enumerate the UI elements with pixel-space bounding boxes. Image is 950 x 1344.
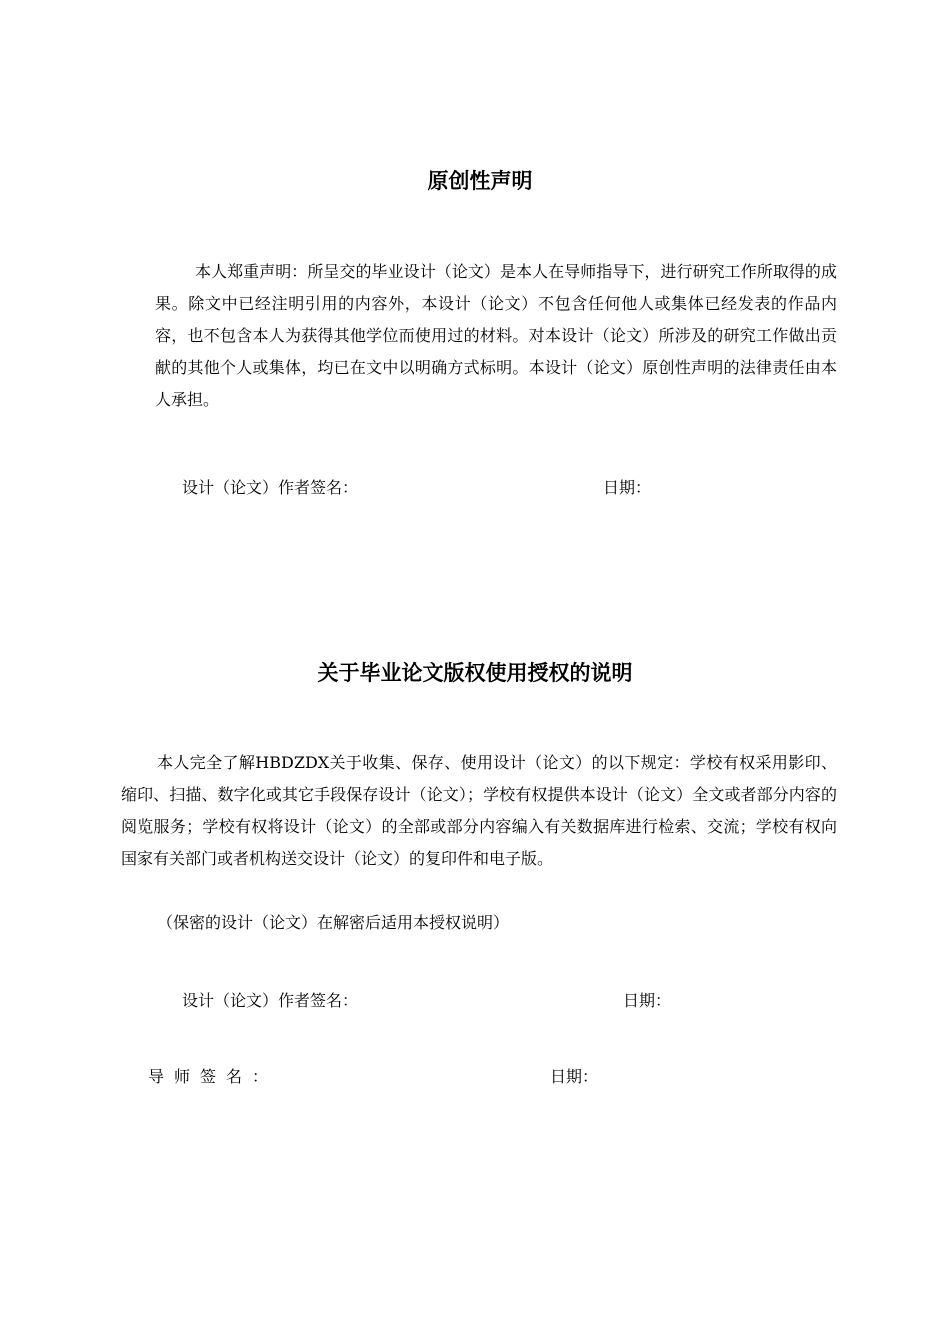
copyright-body: 本人完全了解HBDZDX关于收集、保存、使用设计（论文）的以下规定：学校有权采用影印、缩印、扫描、数字化或其它手段保存设计（论文）；学校有权提供本设计（论文）全文或者部分内容的阅览服务；学校有权将设计（论文）的全部或部分内容编入有关数据库进行检索、交流；学校有权向国家有关部门或者机构送交设计（论文）的复印件和电子版。 (121, 753, 837, 868)
advisor-signature-label: 导师签名： (148, 1067, 279, 1086)
advisor-date-label: 日期： (550, 1067, 599, 1086)
copyright-note: （保密的设计（论文）在解密后适用本授权说明） (157, 913, 510, 932)
copyright-author-date-label: 日期： (623, 991, 672, 1010)
copyright-author-signature-label: 设计（论文）作者签名： (182, 991, 359, 1010)
declaration-author-signature-label: 设计（论文）作者签名： (182, 478, 359, 497)
declaration-date-label: 日期： (603, 478, 652, 497)
copyright-title: 关于毕业论文版权使用授权的说明 (317, 661, 633, 685)
declaration-body: 本人郑重声明：所呈交的毕业设计（论文）是本人在导师指导下，进行研究工作所取得的成果。除文中已经注明引用的内容外，本设计（论文）不包含任何他人或集体已经发表的作品内容，也不包含本人为获得其他学位而使用过的材料。对本设计（论文）所涉及的研究工作做出贡献的其他个人或集体，均已在文中以明确方式标明。本设计（论文）原创性声明的法律责任由本人承担。 (155, 262, 837, 409)
declaration-title: 原创性声明 (427, 169, 533, 193)
